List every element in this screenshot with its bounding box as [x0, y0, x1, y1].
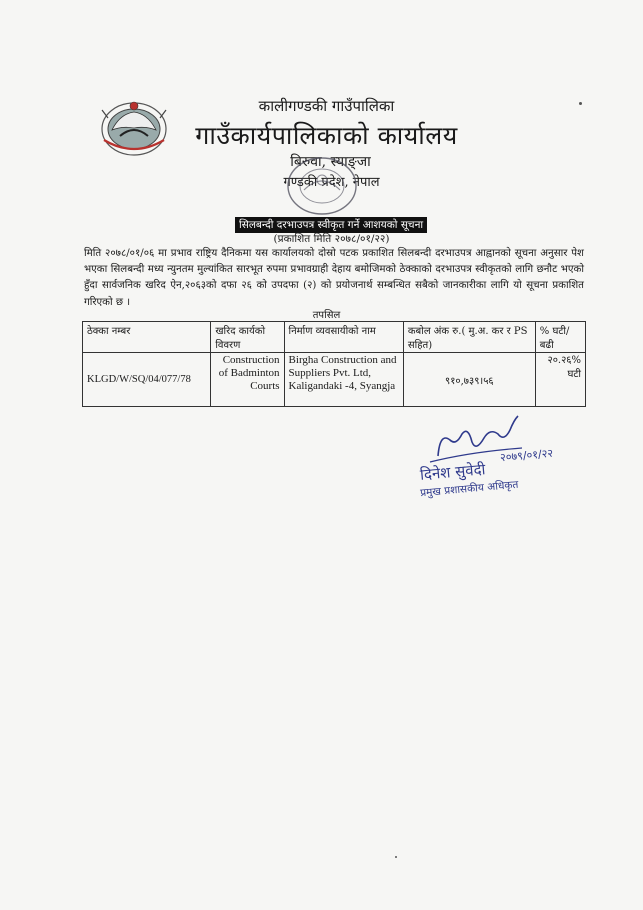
column-header: % घटी/बढी — [535, 322, 585, 353]
column-header: कबोल अंक रु.( मु.अ. कर र PS सहित) — [403, 322, 535, 353]
speck — [395, 856, 397, 858]
table-row — [83, 353, 586, 407]
municipality-name: कालीगण्डकी गाउँपालिका — [258, 97, 395, 115]
signatory-title: प्रमुख प्रशासकीय अधिकृत — [419, 478, 519, 500]
column-header: ठेक्का नम्बर — [83, 322, 211, 353]
signatory-name: दिनेश सुवेदी — [419, 460, 487, 484]
schedule-label: तपसिल — [312, 310, 341, 321]
office-location: बिरुवा, स्याङ्जा — [290, 154, 371, 170]
published-date: (प्रकाशित मिति २०७८/०१/२२) — [273, 233, 390, 245]
office-title: गाउँकार्यपालिकाको कार्यालय — [195, 121, 458, 150]
column-header: निर्माण व्यवसायीको नाम — [284, 322, 403, 353]
table-header-row — [83, 322, 586, 353]
office-seal-stamp — [272, 150, 372, 218]
contract-table — [82, 321, 586, 407]
work-description: Construction of Badminton Courts — [211, 353, 284, 407]
province-name: गण्डकी प्रदेश, नेपाल — [283, 175, 380, 190]
column-header: खरिद कार्यको विवरण — [211, 322, 284, 353]
notice-body: मिति २०७८/०१/०६ मा प्रभाव राष्ट्रिय दैनिकमा यस कार्यालयको दोस्रो पटक प्रकाशित सिलबन्दी दरभाउपत्र आह्वानको सूचना अनुसार पेश भएका सिलबन्दी मध्य न्युनतम मुल्यांकित सारभूत रुपमा प्रभावग्राही देहाय बमोजिमको ठेक्काको दरभाउपत्र स्वीकृतको लागि छनौट भएको हुँदा सार्वजनिक खरिद ऐन,२०६३को दफा २६ को उपदफा (२) को प्रयोजनार्थ सम्बन्धित सबैको जानकारीका लागि यो सूचना प्रकाशित गरिएको छ । — [84, 248, 584, 308]
notice-title: सिलबन्दी दरभाउपत्र स्वीकृत गर्ने आशयको सूचना — [235, 217, 427, 233]
percent-difference: २०.२६% घटी — [535, 353, 585, 407]
speck — [579, 102, 582, 105]
signature-date: २०७९/०१/२२ — [499, 446, 554, 465]
contractor-name: Birgha Construction and Suppliers Pvt. Ltd, Kaligandaki -4, Syangja — [284, 353, 403, 407]
bid-amount: ९१०,७३९।५६ — [403, 353, 535, 407]
contract-number: KLGD/W/SQ/04/077/78 — [83, 353, 211, 407]
